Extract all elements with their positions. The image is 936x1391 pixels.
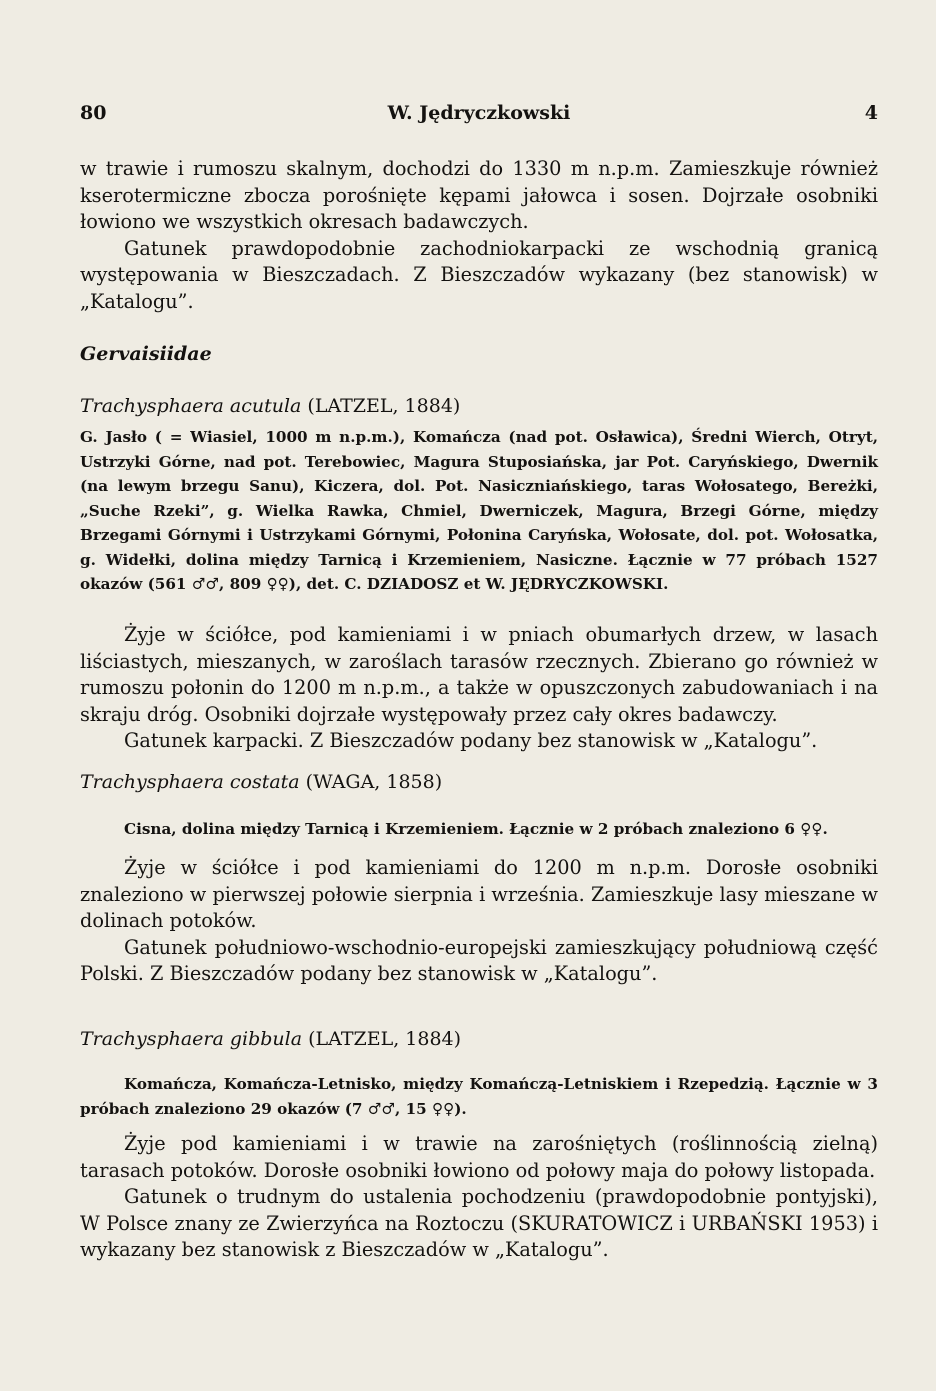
running-header xyxy=(80,102,878,132)
intro-paragraph-2: Gatunek prawdopodobnie zachodniokarpacki ze wschodnią granicą występowania w Bieszczadach. Z Bieszczadów wykazany (bez stanowisk) w „Katalogu”. xyxy=(80,236,878,313)
species-name: Trachysphaera gibbula xyxy=(80,1028,303,1050)
species-author: (LATZEL, 1884) xyxy=(308,1028,462,1050)
notes-acutula xyxy=(80,622,878,755)
intro-paragraph-1: w trawie i rumoszu skalnym, dochodzi do 1330 m n.p.m. Zamieszkuje również kserotermiczne zbocza porośnięte kępami jałowca i sosen. Dojrzałe osobniki łowiono we wszystkich okresach badawczych. xyxy=(80,157,878,233)
ecology-paragraph: Żyje pod kamieniami i w trawie na zarośniętych (roślinnością zielną) tarasach potoków. Dorosłe osobniki łowiono od połowy maja do połowy listopada. xyxy=(80,1132,878,1182)
distribution-paragraph: Gatunek południowo-wschodnio-europejski zamieszkujący południową część Polski. Z Bieszczadów podany bez stanowisk w „Katalogu”. xyxy=(80,935,878,985)
family-name: Gervaisiidae xyxy=(80,343,212,365)
page-number: 80 xyxy=(80,102,107,124)
localities-acutula xyxy=(80,425,878,597)
species-heading-acutula xyxy=(80,393,878,419)
localities-gibbula xyxy=(80,1072,878,1121)
localities-costata xyxy=(80,817,878,842)
distribution-paragraph: Gatunek o trudnym do ustalenia pochodzeniu (prawdopodobnie pontyjski), W Polsce znany ze Zwierzyńca na Roztoczu (SKURATOWICZ i URBAŃSKI 1953) i wykazany bez stanowisk z Bieszczadów w „Katalogu”. xyxy=(80,1185,878,1261)
species-heading-gibbula xyxy=(80,1026,878,1052)
ecology-paragraph: Żyje w ściółce, pod kamieniami i w pniach obumarłych drzew, w lasach liściastych, mieszanych, w zaroślach tarasów rzecznych. Zbierano go również w rumoszu połonin do 1200 m n.p.m., a także w opuszczonych zabudowaniach i na skraju dróg. Osobniki dojrzałe występowały przez cały okres badawczy. xyxy=(80,623,878,726)
notes-costata xyxy=(80,855,878,988)
running-title: W. Jędryczkowski xyxy=(387,102,571,124)
notes-gibbula xyxy=(80,1131,878,1264)
localities-text: G. Jasło ( = Wiasiel, 1000 m n.p.m.), Komańcza (nad pot. Osławica), Średni Wierch, Otryt, Ustrzyki Górne, nad pot. Terebowiec, Magura Stuposiańska, jar Pot. Caryńskiego, Dwernik (na lewym brzegu Sanu), Kiczera, dol. Pot. Nasiczniańskiego, taras Wołosatego, Bereżki, „Suche Rzeki”, g. Wielka Rawka, Chmiel, Dwerniczek, Magura, Brzegi Górne, między Brzegami Górnymi i Ustrzykami Górnymi, Połonina Caryńska, Wołosate, dol. pot. Wołosatka, g. Widełki, dolina między Tarnicą i Krzemieniem, Nasiczne. Łącznie w 77 próbach 1527 okazów (561 ♂♂, 809 ♀♀), det. C. DZIADOSZ et W. JĘDRYCZKOWSKI. xyxy=(80,428,878,593)
volume-number: 4 xyxy=(864,102,878,124)
ecology-paragraph: Żyje w ściółce i pod kamieniami do 1200 m n.p.m. Dorosłe osobniki znaleziono w pierwszej połowie sierpnia i września. Zamieszkuje lasy mieszane w dolinach potoków. xyxy=(80,856,878,932)
species-author: (WAGA, 1858) xyxy=(305,771,443,793)
species-name: Trachysphaera costata xyxy=(80,771,300,793)
species-name: Trachysphaera acutula xyxy=(80,395,302,417)
localities-text: Komańcza, Komańcza-Letnisko, między Komańczą-Letniskiem i Rzepedzią. Łącznie w 3 próbach znaleziono 29 okazów (7 ♂♂, 15 ♀♀). xyxy=(80,1075,878,1118)
localities-text: Cisna, dolina między Tarnicą i Krzemieniem. Łącznie w 2 próbach znaleziono 6 ♀♀. xyxy=(124,820,828,838)
distribution-paragraph: Gatunek karpacki. Z Bieszczadów podany bez stanowisk w „Katalogu”. xyxy=(124,729,818,752)
intro-section xyxy=(80,156,878,315)
family-heading xyxy=(80,341,878,367)
species-author: (LATZEL, 1884) xyxy=(307,395,461,417)
species-heading-costata xyxy=(80,769,878,795)
